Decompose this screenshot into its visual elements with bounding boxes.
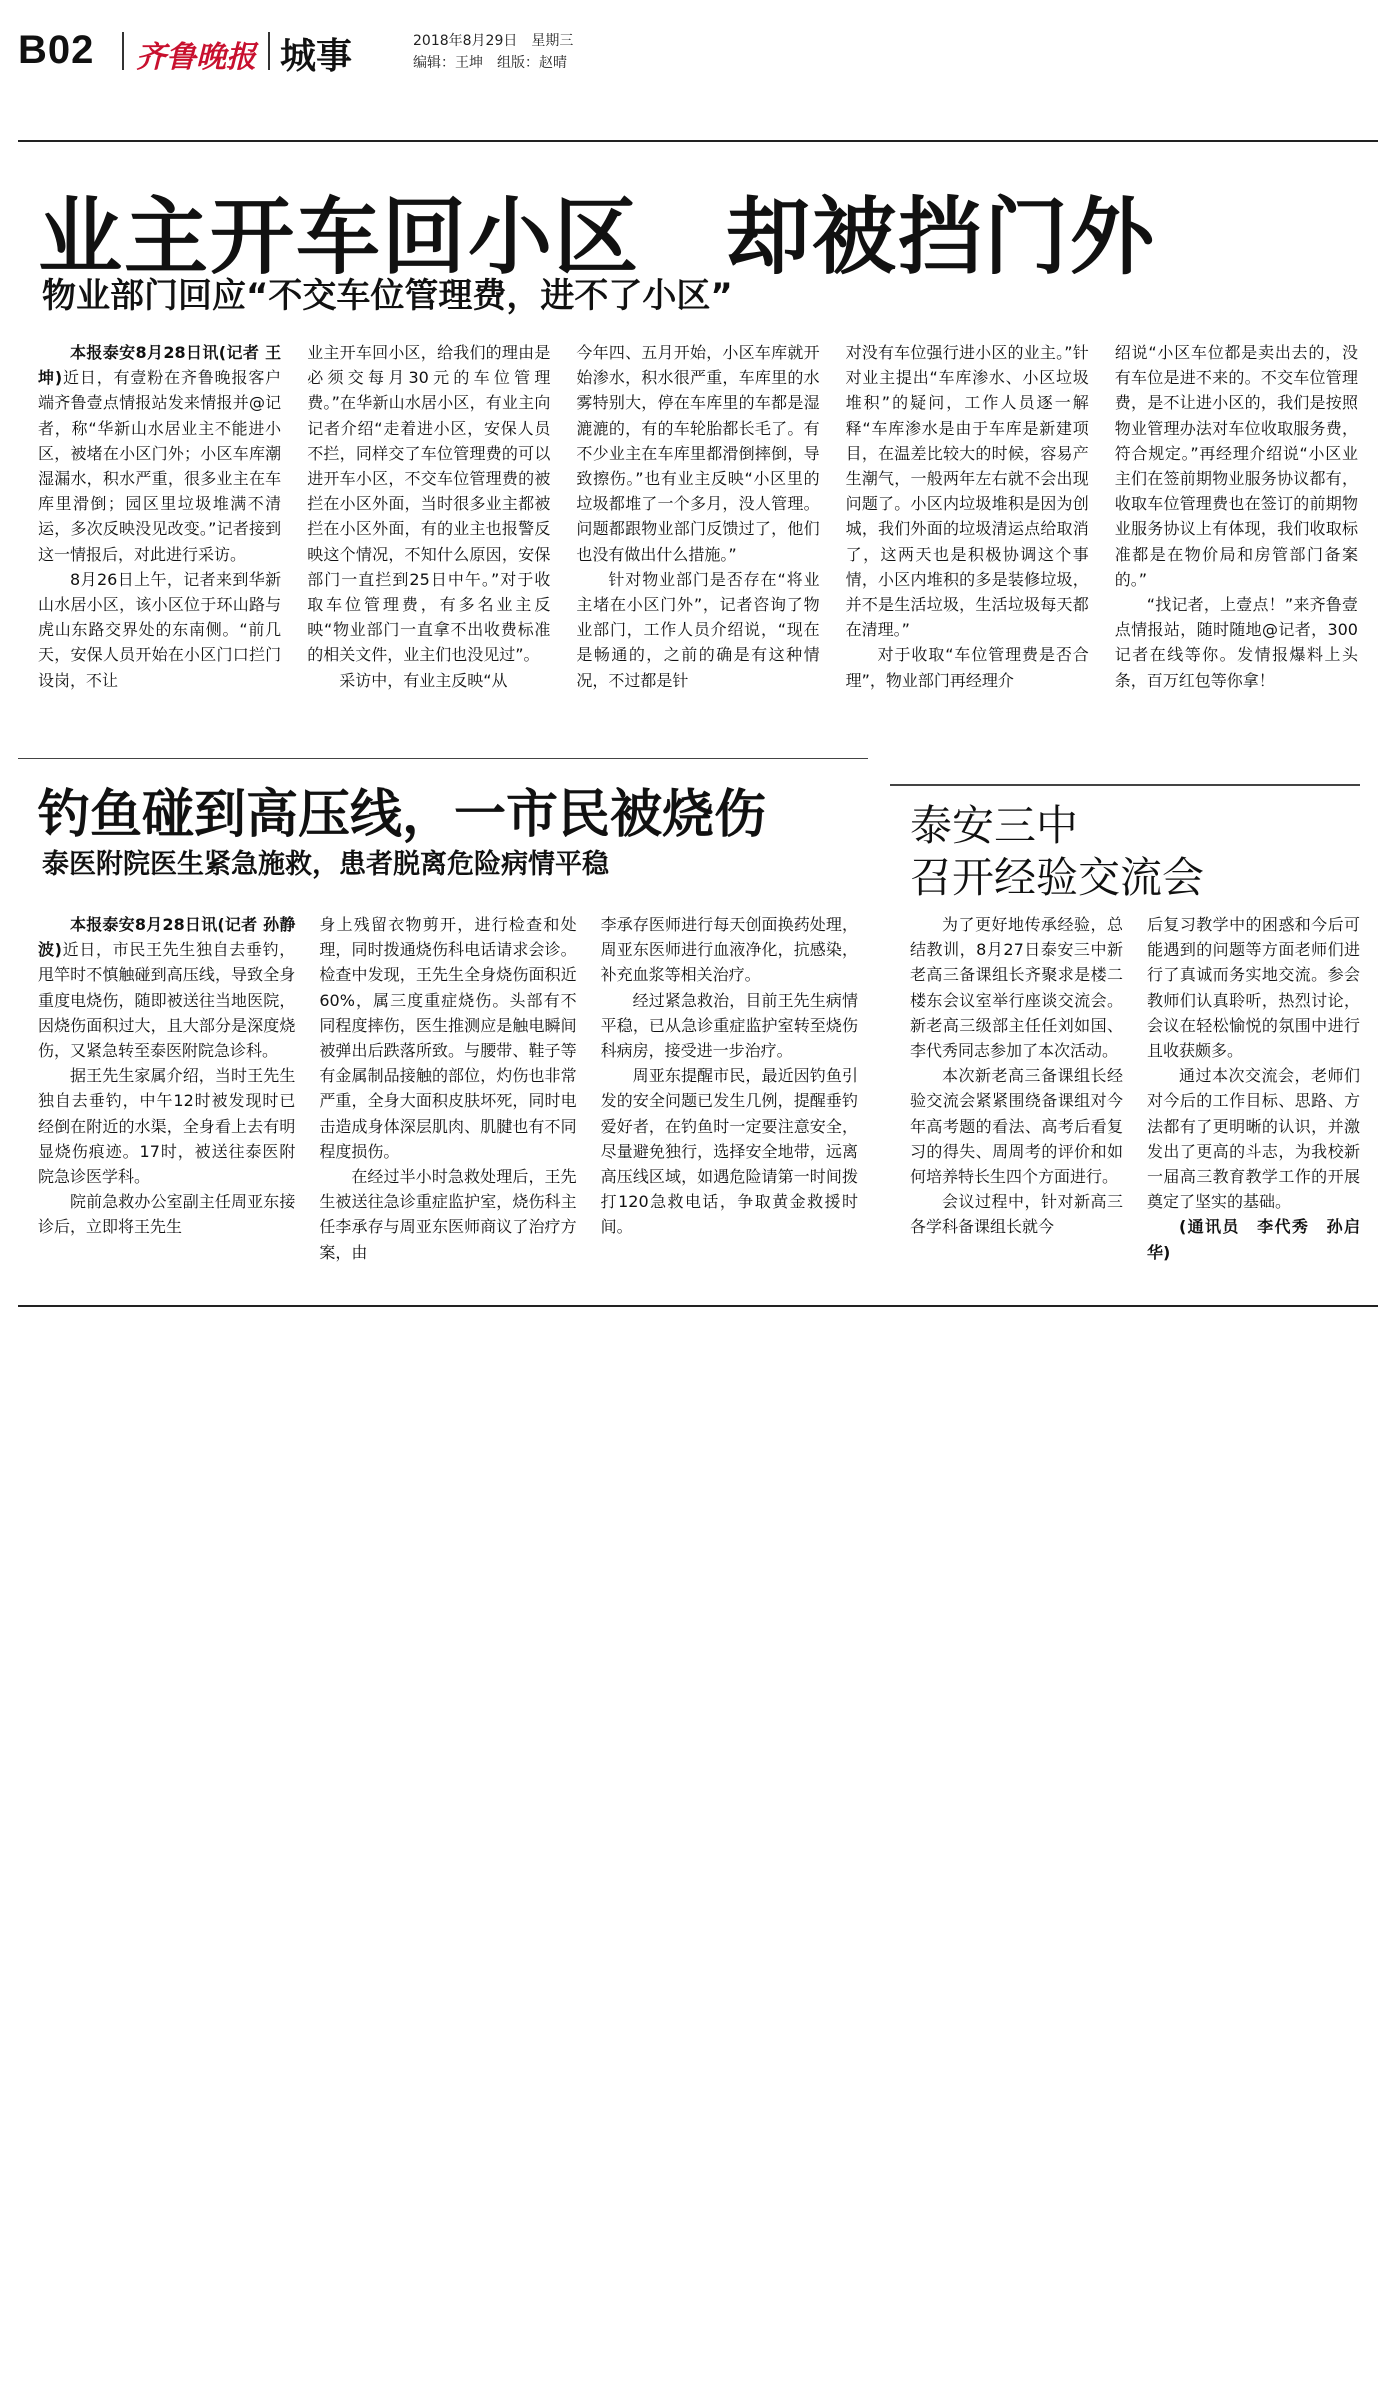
- paragraph-text: 周亚东提醒市民，最近因钓鱼引发的安全问题已发生几例，提醒垂钓爱好者，在钓鱼时一定要注意安全，尽量避免独行，选择安全地带，远离高压线区域，如遇危险请第一时间拨打120急救电话，争取黄金救援时间。: [600, 1066, 858, 1237]
- paragraph: [1147, 912, 1360, 1063]
- paper-logo: 齐鲁晚报: [136, 40, 256, 75]
- article2-column: [601, 912, 858, 1240]
- paragraph: [319, 912, 576, 1164]
- paragraph-text: 今年四、五月开始，小区车库就开始渗水，积水很严重，车库里的水雾特别大，停在车库里的车都是湿漉漉的，有的车轮胎都长毛了。有不少业主在车库里都滑倒摔倒，导致擦伤。”也有业主反映“小区里的垃圾都堆了一个多月，没人管理。问题都跟物业部门反馈过了，他们也没有做出什么措施。”: [576, 343, 820, 564]
- paragraph: [38, 340, 281, 567]
- dateline: 本报泰安8月28日讯(记者 王坤): [38, 343, 282, 388]
- paragraph-text: 后复习教学中的困惑和今后可能遇到的问题等方面老师们进行了真诚而务实地交流。参会教师们认真聆听，热烈讨论，会议在轻松愉悦的氛围中进行且收获颇多。: [1147, 915, 1360, 1061]
- paragraph-text: 绍说“小区车位都是卖出去的，没有车位是进不来的。不交车位管理费，是不让进小区的，我们是按照物业管理办法对车位收取服务费，符合规定。”再经理介绍说“小区业主们在签前期物业服务协议都有，收取车位管理费也在签订的前期物业服务协议上有体现，我们收取标准都是在物价局和房管部门备案的。”: [1114, 343, 1358, 589]
- paragraph: [1147, 1063, 1360, 1214]
- paragraph: [910, 1063, 1123, 1189]
- masthead-divider: [122, 32, 124, 70]
- paragraph-text: “找记者，上壹点！”来齐鲁壹点情报站，随时随地@记者，300记者在线等你。发情报爆料上头条，百万红包等你拿！: [1114, 595, 1358, 690]
- article1-column: [38, 340, 281, 693]
- paragraph: [38, 1063, 295, 1189]
- paragraph-text: 8月26日上午，记者来到华新山水居小区，该小区位于环山路与虎山东路交界处的东南侧。“前几天，安保人员开始在小区门口拦门设岗，不让: [38, 569, 282, 690]
- masthead-divider: [268, 32, 270, 70]
- article3-headline-line1: 泰安三中: [910, 801, 1079, 850]
- article1-subheadline: 物业部门回应“不交车位管理费，进不了小区”: [42, 276, 733, 316]
- section-divider: [18, 758, 868, 759]
- paragraph: [1147, 1214, 1360, 1264]
- paragraph-text: 经过紧急救治，目前王先生病情平稳，已从急诊重症监护室转至烧伤科病房，接受进一步治疗。: [600, 990, 858, 1061]
- paragraph-text: 会议过程中，针对新高三各学科备课组长就今: [910, 1192, 1123, 1237]
- paragraph: [38, 567, 281, 693]
- article1-column: [576, 340, 819, 693]
- paragraph-text: 在经过半小时急救处理后，王先生被送往急诊重症监护室，烧伤科主任李承存与周亚东医师商议了治疗方案，由: [319, 1167, 577, 1262]
- article3-column: [1147, 912, 1360, 1265]
- paragraph-text: 通过本次交流会，老师们对今后的工作目标、思路、方法都有了更明晰的认识，并激发出了更高的斗志，为我校新一届高三教育教学工作的开展奠定了坚实的基础。: [1147, 1066, 1360, 1212]
- paragraph-text: 本次新老高三备课组长经验交流会紧紧围绕备课组对今年高考题的看法、高考后看复习的得失、周周考的评价和如何培养特长生四个方面进行。: [910, 1066, 1123, 1187]
- article1-body: [38, 340, 1358, 740]
- paragraph-text: 身上残留衣物剪开，进行检查和处理，同时拨通烧伤科电话请求会诊。检查中发现，王先生全身烧伤面积近60%，属三度重症烧伤。头部有不同程度摔伤，医生推测应是触电瞬间被弹出后跌落所致。与腰带、鞋子等有金属制品接触的部位，灼伤也非常严重，全身大面积皮肤坏死，同时电击造成身体深层肌肉、肌腱也有不同程度损伤。: [319, 915, 577, 1161]
- paragraph: [601, 912, 858, 988]
- article3-column: [910, 912, 1123, 1240]
- article1-column: [1115, 340, 1358, 693]
- paragraph-text: 据王先生家属介绍，当时王先生独自去垂钓，中午12时被发现时已经倒在附近的水渠，全身看上去有明显烧伤痕迹。17时，被送往泰医附院急诊医学科。: [38, 1066, 296, 1187]
- article3-top-rule: [890, 784, 1360, 786]
- paragraph-text: 近日，市民王先生独自去垂钓，甩竿时不慎触碰到高压线，导致全身重度电烧伤，随即被送往当地医院，因烧伤面积过大，且大部分是深度烧伤，又紧急转至泰医附院急诊科。: [38, 940, 296, 1061]
- paragraph-text: 对没有车位强行进小区的业主。”针对业主提出“车库渗水、小区垃圾堆积”的疑问，工作人员逐一解释“车库渗水是由于车库是新建项目，在温差比较大的时候，容易产生潮气，一般两年左右就不会出现问题了。小区内垃圾堆积是因为创城，我们外面的垃圾清运点给取消了，这两天也是积极协调这个事情，小区内堆积的多是装修垃圾，并不是生活垃圾，生活垃圾每天都在清理。”: [845, 343, 1089, 640]
- paragraph: [319, 1164, 576, 1265]
- paragraph-text: 李承存医师进行每天创面换药处理，周亚东医师进行血液净化，抗感染，补充血浆等相关治疗。: [600, 915, 858, 985]
- page-number: B02: [18, 28, 95, 72]
- paragraph: [307, 668, 550, 693]
- article1-column: [846, 340, 1089, 693]
- article3-body: [910, 912, 1360, 1292]
- paragraph: [1115, 340, 1358, 592]
- article2-column: [319, 912, 576, 1265]
- paragraph-text: 院前急救办公室副主任周亚东接诊后，立即将王先生: [38, 1192, 296, 1237]
- paragraph: [576, 340, 819, 567]
- article1-column: [307, 340, 550, 693]
- top-rule: [18, 140, 1378, 142]
- paragraph: [846, 642, 1089, 692]
- issue-date: 2018年8月29日 星期三: [413, 33, 574, 49]
- article1-headline: 业主开车回小区 却被挡门外: [38, 188, 1157, 286]
- article2-subheadline: 泰医附院医生紧急施救，患者脱离危险病情平稳: [42, 849, 609, 880]
- article2-headline: 钓鱼碰到高压线，一市民被烧伤: [38, 785, 767, 845]
- paragraph: [576, 567, 819, 693]
- paragraph: [38, 1189, 295, 1239]
- paragraph-text: 近日，有壹粉在齐鲁晚报客户端齐鲁壹点情报站发来情报并@记者，称“华新山水居业主不能进小区，被堵在小区门外；小区车库潮湿漏水，积水严重，很多业主在车库里滑倒；园区里垃圾堆满不清运，多次反映没见改变。”记者接到这一情报后，对此进行采访。: [38, 368, 282, 564]
- paragraph: [910, 912, 1123, 1063]
- dateline: 本报泰安8月28日讯(记者 孙静波): [38, 915, 296, 960]
- paragraph-text: 对于收取“车位管理费是否合理”，物业部门再经理介: [845, 645, 1089, 690]
- paragraph: [307, 340, 550, 668]
- bottom-rule: [18, 1305, 1378, 1307]
- article3-headline: [910, 800, 1204, 904]
- paragraph-text: 业主开车回小区，给我们的理由是必须交每月30元的车位管理费。”在华新山水居小区，有业主向记者介绍“走着进小区，安保人员不拦，同样交了车位管理费的可以进开车小区，不交车位管理费的被拦在小区外面，当时很多业主都被拦在小区外面，有的业主也报警反映这个情况，不知什么原因，安保部门一直拦到25日中午。”对于收取车位管理费，有多名业主反映“物业部门一直拿不出收费标准的相关文件，业主们也没见过”。: [307, 343, 551, 665]
- paragraph-text: 针对物业部门是否存在“将业主堵在小区门外”，记者咨询了物业部门，工作人员介绍说，“现在是畅通的，之前的确是有这种情况，不过都是针: [576, 569, 820, 690]
- section-name: 城事: [280, 36, 353, 77]
- paragraph: [38, 912, 295, 1063]
- article2-column: [38, 912, 295, 1240]
- article2-body: [38, 912, 858, 1292]
- paragraph: [1115, 592, 1358, 693]
- masthead: [18, 28, 1378, 78]
- paragraph: [601, 988, 858, 1064]
- paragraph-text: (通讯员 李代秀 孙启华): [1147, 1217, 1360, 1262]
- paragraph: [601, 1063, 858, 1239]
- article3-headline-line2: 召开经验交流会: [910, 853, 1205, 902]
- masthead-meta: [413, 30, 573, 74]
- paragraph-text: 为了更好地传承经验，总结教训，8月27日泰安三中新老高三备课组长齐聚求是楼二楼东会议室举行座谈交流会。新老高三级部主任任刘如国、李代秀同志参加了本次活动。: [910, 915, 1123, 1061]
- editor-credits: 编辑：王坤 组版：赵晴: [413, 55, 567, 71]
- paragraph: [910, 1189, 1123, 1239]
- paragraph-text: 采访中，有业主反映“从: [339, 670, 508, 690]
- paragraph: [846, 340, 1089, 642]
